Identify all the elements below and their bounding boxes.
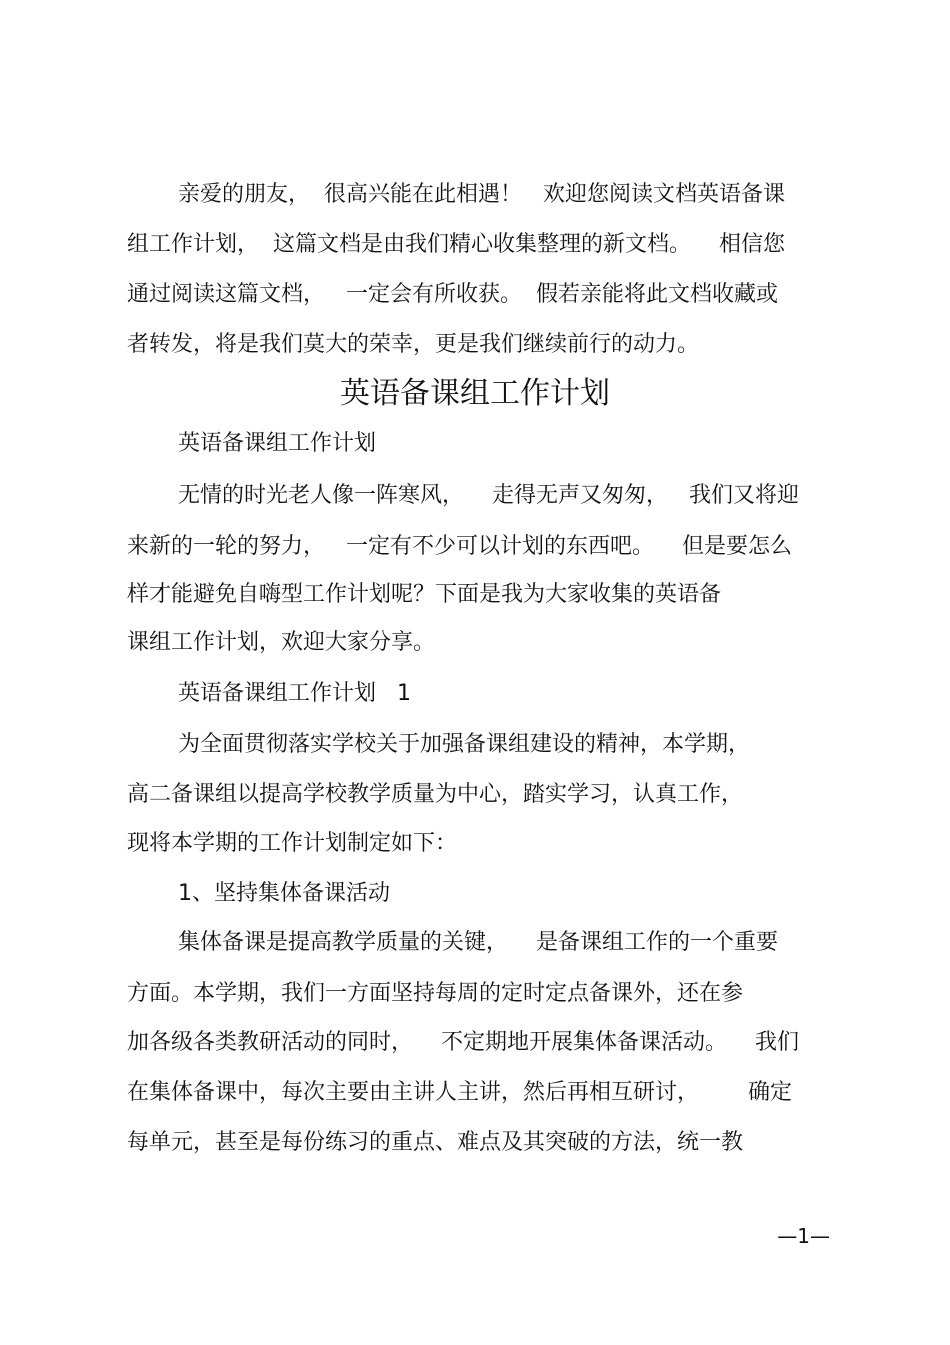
paragraph-line: 无情的时光老人像一阵寒风， 走得无声又匆匆， 我们又将迎 bbox=[178, 483, 799, 508]
intro-line-3: 通过阅读这篇文档， 一定会有所收获。 假若亲能将此文档收藏或 bbox=[127, 282, 778, 307]
paragraph-line: 样才能避免自嗨型工作计划呢？下面是我为大家收集的英语备 bbox=[127, 582, 722, 607]
subtitle: 英语备课组工作计划 bbox=[178, 431, 377, 456]
page-number: —1— bbox=[777, 1224, 830, 1248]
intro-line-1: 亲爱的朋友， 很高兴能在此相遇！ 欢迎您阅读文档英语备课 bbox=[178, 182, 785, 207]
subsection-heading: 1、坚持集体备课活动 bbox=[178, 881, 390, 906]
document-title: 英语备课组工作计划 bbox=[340, 376, 610, 411]
paragraph-line: 高二备课组以提高学校教学质量为中心，踏实学习，认真工作， bbox=[127, 782, 744, 807]
paragraph-line: 现将本学期的工作计划制定如下： bbox=[127, 831, 458, 856]
paragraph-line: 方面。本学期，我们一方面坚持每周的定时定点备课外，还在参 bbox=[127, 981, 744, 1006]
paragraph-line: 加各级各类教研活动的同时， 不定期地开展集体备课活动。 我们 bbox=[127, 1030, 799, 1055]
intro-line-2: 组工作计划， 这篇文档是由我们精心收集整理的新文档。 相信您 bbox=[127, 232, 785, 257]
paragraph-line: 来新的一轮的努力， 一定有不少可以计划的东西吧。 但是要怎么 bbox=[127, 534, 792, 559]
section-heading: 英语备课组工作计划 1 bbox=[178, 681, 411, 706]
paragraph-line: 在集体备课中，每次主要由主讲人主讲，然后再相互研讨， 确定 bbox=[127, 1080, 792, 1105]
paragraph-line: 为全面贯彻落实学校关于加强备课组建设的精神，本学期， bbox=[178, 732, 751, 757]
intro-line-4: 者转发，将是我们莫大的荣幸，更是我们继续前行的动力。 bbox=[127, 332, 700, 357]
paragraph-line: 集体备课是提高教学质量的关键， 是备课组工作的一个重要 bbox=[178, 930, 778, 955]
paragraph-line: 课组工作计划，欢迎大家分享。 bbox=[127, 630, 436, 655]
paragraph-line: 每单元，甚至是每份练习的重点、难点及其突破的方法，统一教 bbox=[127, 1130, 744, 1155]
